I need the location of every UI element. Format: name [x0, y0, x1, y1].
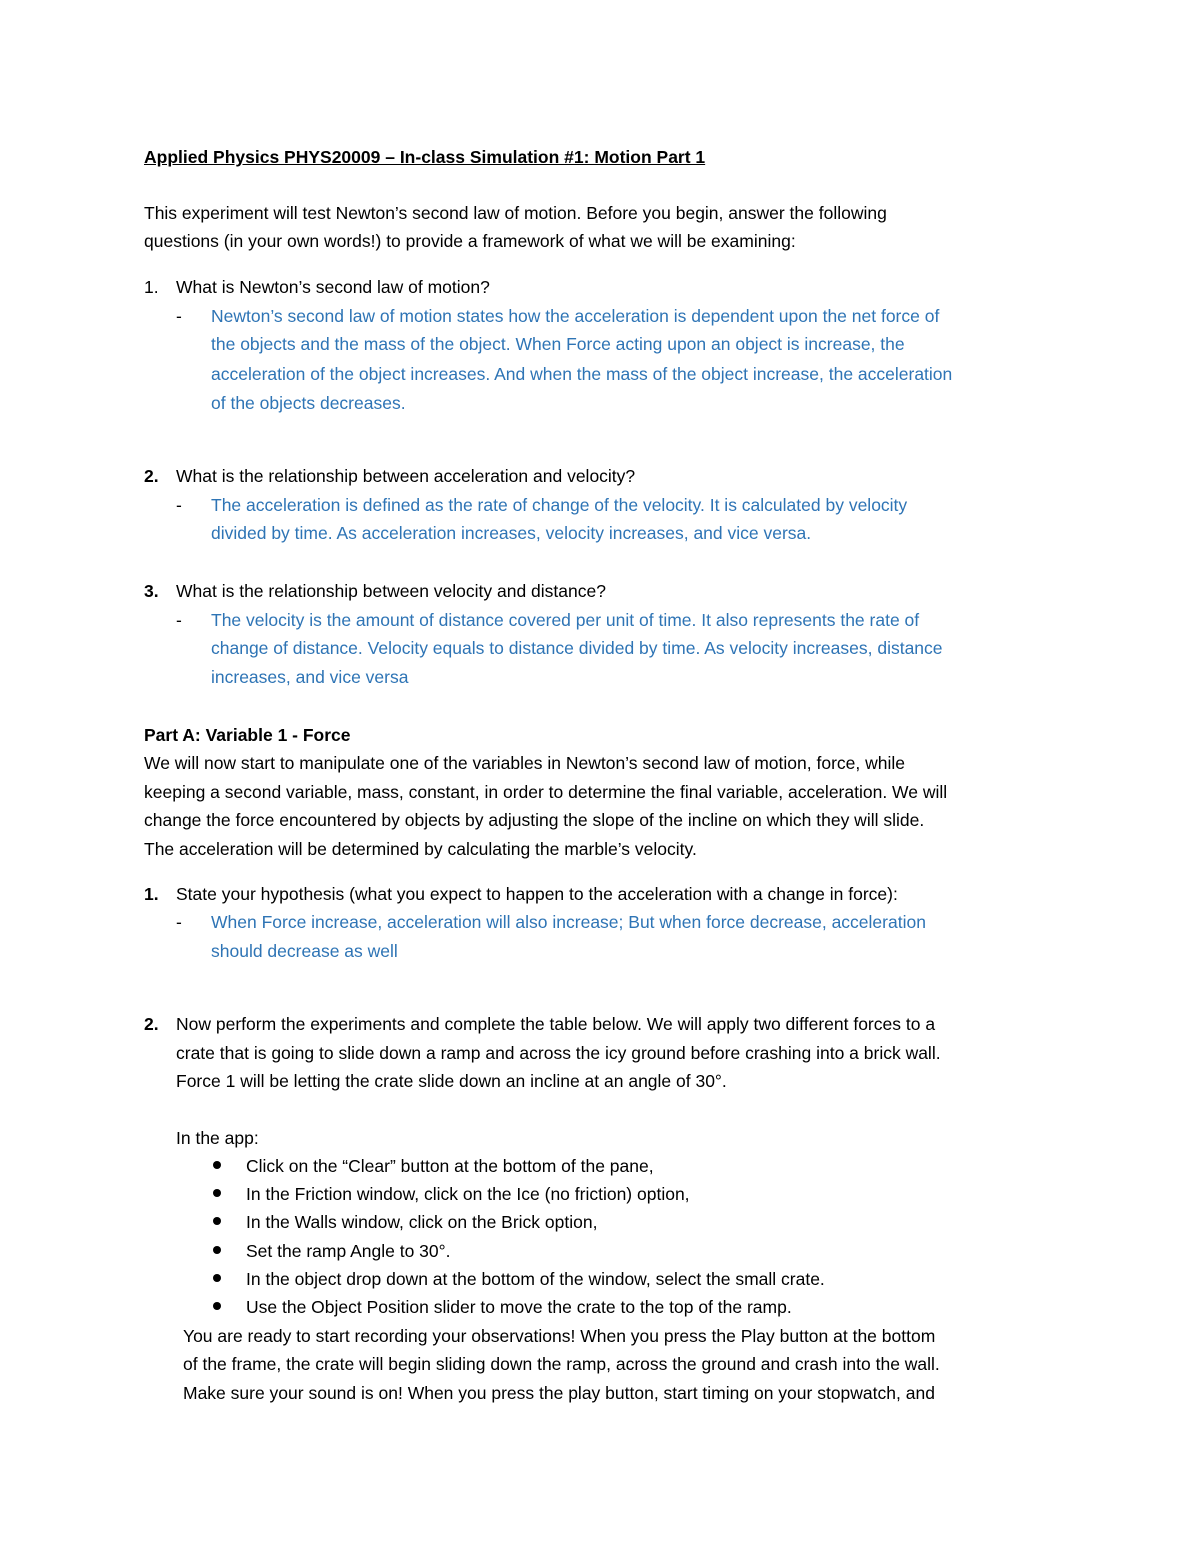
- bullet-icon: [213, 1189, 221, 1197]
- closing-line: Make sure your sound is on! When you press the play button, start timing on your stopwatch, and: [183, 1383, 935, 1403]
- question-number: 2.: [144, 466, 159, 486]
- app-instructions-label: In the app:: [176, 1128, 259, 1148]
- answer-line: Newton’s second law of motion states how the acceleration is dependent upon the net force of: [211, 306, 940, 326]
- bullet-icon: [213, 1302, 221, 1310]
- answer-dash: -: [176, 495, 182, 515]
- item-text-line: Force 1 will be letting the crate slide down an incline at an angle of 30°.: [176, 1071, 727, 1091]
- part-a-paragraph-line: keeping a second variable, mass, constant, in order to determine the final variable, acceleration. We will: [144, 782, 948, 802]
- bullet-icon: [213, 1161, 221, 1169]
- answer-line: should decrease as well: [211, 941, 398, 961]
- answer-line: The acceleration is defined as the rate of change of the velocity. It is calculated by velocity: [211, 495, 908, 515]
- answer-line: increases, and vice versa: [211, 667, 409, 687]
- question-text: What is the relationship between velocity and distance?: [176, 581, 606, 601]
- question-text: What is Newton’s second law of motion?: [176, 277, 490, 297]
- question-number: 3.: [144, 581, 159, 601]
- answer-dash: -: [176, 912, 182, 932]
- bullet-icon: [213, 1274, 221, 1282]
- answer-line: divided by time. As acceleration increases, velocity increases, and vice versa.: [211, 523, 812, 543]
- answer-dash: -: [176, 610, 182, 630]
- instruction-bullet: Use the Object Position slider to move the crate to the top of the ramp.: [246, 1297, 792, 1317]
- instruction-bullet: Click on the “Clear” button at the bottom of the pane,: [246, 1156, 654, 1176]
- closing-line: You are ready to start recording your observations! When you press the Play button at the bottom: [183, 1326, 936, 1346]
- part-a-paragraph-line: We will now start to manipulate one of the variables in Newton’s second law of motion, force, while: [144, 753, 905, 773]
- answer-line: change of distance. Velocity equals to distance divided by time. As velocity increases, distance: [211, 638, 943, 658]
- intro-line: questions (in your own words!) to provide a framework of what we will be examining:: [144, 231, 796, 251]
- document-title: Applied Physics PHYS20009 – In-class Simulation #1: Motion Part 1: [144, 147, 706, 167]
- bullet-icon: [213, 1246, 221, 1254]
- part-a-paragraph-line: The acceleration will be determined by calculating the marble’s velocity.: [144, 839, 697, 859]
- instruction-bullet: Set the ramp Angle to 30°.: [246, 1241, 451, 1261]
- bullet-icon: [213, 1217, 221, 1225]
- item-text-line: Now perform the experiments and complete the table below. We will apply two different forces to a: [176, 1014, 936, 1034]
- part-a-heading: Part A: Variable 1 - Force: [144, 725, 351, 745]
- instruction-bullet: In the object drop down at the bottom of the window, select the small crate.: [246, 1269, 825, 1289]
- item-text-line: crate that is going to slide down a ramp and across the icy ground before crashing into a brick wall.: [176, 1043, 941, 1063]
- instruction-bullet: In the Walls window, click on the Brick option,: [246, 1212, 598, 1232]
- answer-line: When Force increase, acceleration will also increase; But when force decrease, acceleration: [211, 912, 926, 932]
- intro-line: This experiment will test Newton’s second law of motion. Before you begin, answer the following: [144, 203, 887, 223]
- answer-line: acceleration of the object increases. And when the mass of the object increase, the acceleration: [211, 364, 953, 384]
- question-text: What is the relationship between acceleration and velocity?: [176, 466, 636, 486]
- instruction-bullet: In the Friction window, click on the Ice (no friction) option,: [246, 1184, 690, 1204]
- answer-line: The velocity is the amount of distance covered per unit of time. It also represents the rate of: [211, 610, 920, 630]
- answer-dash: -: [176, 306, 182, 326]
- item-number: 1.: [144, 884, 159, 904]
- answer-line: of the objects decreases.: [211, 393, 406, 413]
- item-number: 2.: [144, 1014, 159, 1034]
- part-a-paragraph-line: change the force encountered by objects by adjusting the slope of the incline on which they will slide.: [144, 810, 925, 830]
- closing-line: of the frame, the crate will begin sliding down the ramp, across the ground and crash into the wall.: [183, 1354, 940, 1374]
- item-text: State your hypothesis (what you expect to happen to the acceleration with a change in force):: [176, 884, 898, 904]
- answer-line: the objects and the mass of the object. When Force acting upon an object is increase, the: [211, 334, 905, 354]
- question-number: 1.: [144, 277, 159, 297]
